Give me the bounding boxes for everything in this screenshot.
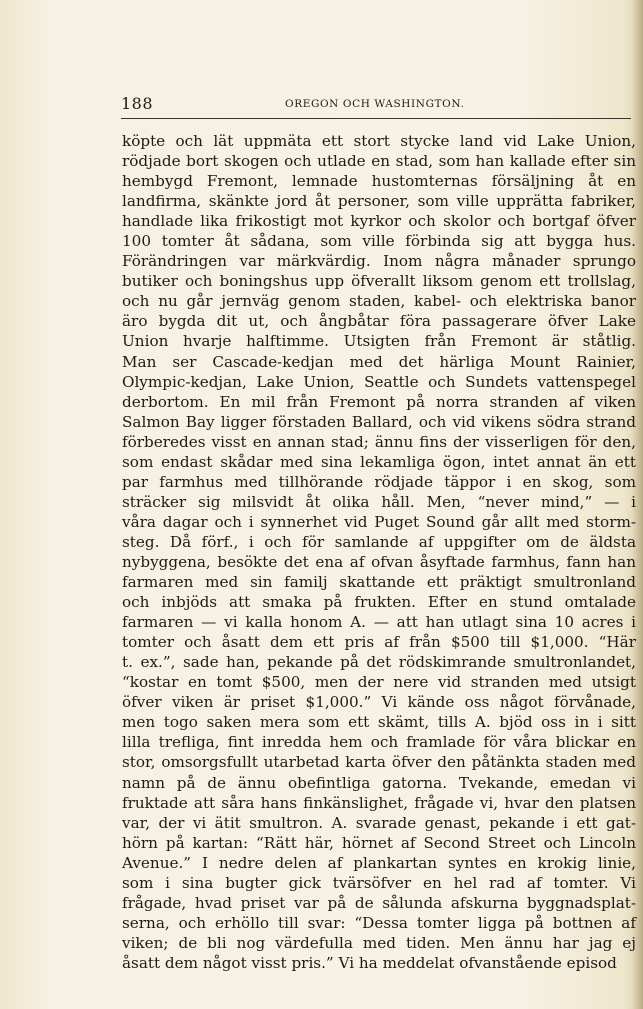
text-line: förberedes visst en annan stad; ännu fins der visserligen för den,: [122, 432, 636, 451]
page-number: 188: [121, 94, 154, 113]
text-line: Förändringen var märkvärdig. Inom några månader sprungo: [122, 252, 636, 271]
text-line: 100 tomter åt sådana, som ville förbinda sig att bygga hus.: [122, 232, 636, 251]
text-line: och inbjöds att smaka på frukten. Efter en stund omtalade: [122, 593, 636, 612]
text-line: fruktade att såra hans finkänslighet, frågade vi, hvar den platsen: [122, 793, 636, 812]
header-rule: [121, 118, 631, 119]
text-line: hembygd Fremont, lemnade hustomternas försäljning åt en: [122, 172, 636, 191]
text-line: Avenue.” I nedre delen af plankartan syntes en krokig linie,: [122, 853, 636, 872]
text-line: landfirma, skänkte jord åt personer, som ville upprätta fabriker,: [122, 192, 636, 211]
text-line: lilla trefliga, fint inredda hem och framlade för våra blickar en: [122, 733, 636, 752]
text-line: nybyggena, besökte det ena af ofvan åsyftade farmhus, fann han: [122, 552, 636, 571]
text-line: Salmon Bay ligger förstaden Ballard, och vid vikens södra strand: [122, 412, 636, 431]
text-line: steg. Då förf., i och för samlande af uppgifter om de äldsta: [122, 532, 636, 551]
text-line: t. ex.”, sade han, pekande på det rödskimrande smultronlandet,: [122, 653, 636, 672]
text-line: men togo saken mera som ett skämt, tills A. bjöd oss in i sitt: [122, 713, 636, 732]
text-line: och nu går jernväg genom staden, kabel- och elektriska banor: [122, 292, 636, 311]
text-line: äro bygda dit ut, och ångbåtar föra passagerare öfver Lake: [122, 312, 636, 331]
text-line: serna, och erhöllo till svar: “Dessa tomter ligga på bottnen af: [122, 913, 636, 932]
text-line: Union hvarje halftimme. Utsigten från Fremont är ståtlig.: [122, 332, 636, 351]
text-line: våra dagar och i synnerhet vid Puget Sound går allt med storm-: [122, 512, 636, 531]
text-line: som i sina bugter gick tvärsöfver en hel rad af tomter. Vi: [122, 873, 636, 892]
text-line: handlade lika frikostigt mot kyrkor och skolor och bortgaf öfver: [122, 212, 636, 231]
text-line: namn på de ännu obefintliga gatorna. Tvekande, emedan vi: [122, 773, 636, 792]
text-line: åsatt dem något visst pris.” Vi ha meddelat ofvanstående episod: [122, 953, 617, 972]
text-line: frågade, hvad priset var på de sålunda afskurna byggnadsplat-: [122, 893, 636, 912]
text-line: farmaren — vi kalla honom A. — att han utlagt sina 10 acres i: [122, 613, 636, 632]
page-header: [121, 94, 631, 116]
text-line: hörn på kartan: “Rätt här, hörnet af Second Street och Lincoln: [122, 833, 636, 852]
text-line: var, der vi ätit smultron. A. svarade genast, pekande i ett gat-: [122, 813, 636, 832]
body-text: [122, 131, 636, 973]
text-line: stor, omsorgsfullt utarbetad karta öfver den påtänkta staden med: [122, 753, 636, 772]
text-line: sträcker sig milsvidt åt olika håll. Men, “never mind,” — i: [122, 492, 636, 511]
text-line: derbortom. En mil från Fremont på norra stranden af viken: [122, 392, 636, 411]
text-line: köpte och lät uppmäta ett stort stycke land vid Lake Union,: [122, 132, 636, 150]
text-line: Man ser Cascade-kedjan med det härliga Mount Rainier,: [122, 352, 636, 371]
text-line: som endast skådar med sina lekamliga ögon, intet annat än ett: [122, 452, 636, 471]
text-line: farmaren med sin familj skattande ett präktigt smultronland: [122, 573, 636, 592]
text-line: öfver viken är priset $1,000.” Vi kände oss något förvånade,: [122, 693, 636, 712]
text-line: viken; de bli nog värdefulla med tiden. Men ännu har jag ej: [122, 933, 636, 952]
text-line: tomter och åsatt dem ett pris af från $500 till $1,000. “Här: [122, 633, 636, 652]
text-line: butiker och boningshus upp öfverallt liksom genom ett trollslag,: [122, 272, 636, 291]
text-line: rödjade bort skogen och utlade en stad, som han kallade efter sin: [122, 152, 636, 171]
text-line: Olympic-kedjan, Lake Union, Seattle och Sundets vattenspegel: [122, 372, 636, 391]
text-line: par farmhus med tillhörande rödjade täppor i en skog, som: [122, 472, 636, 491]
running-head: OREGON OCH WASHINGTON.: [285, 98, 465, 110]
text-line: “kostar en tomt $500, men der nere vid stranden med utsigt: [122, 673, 636, 692]
